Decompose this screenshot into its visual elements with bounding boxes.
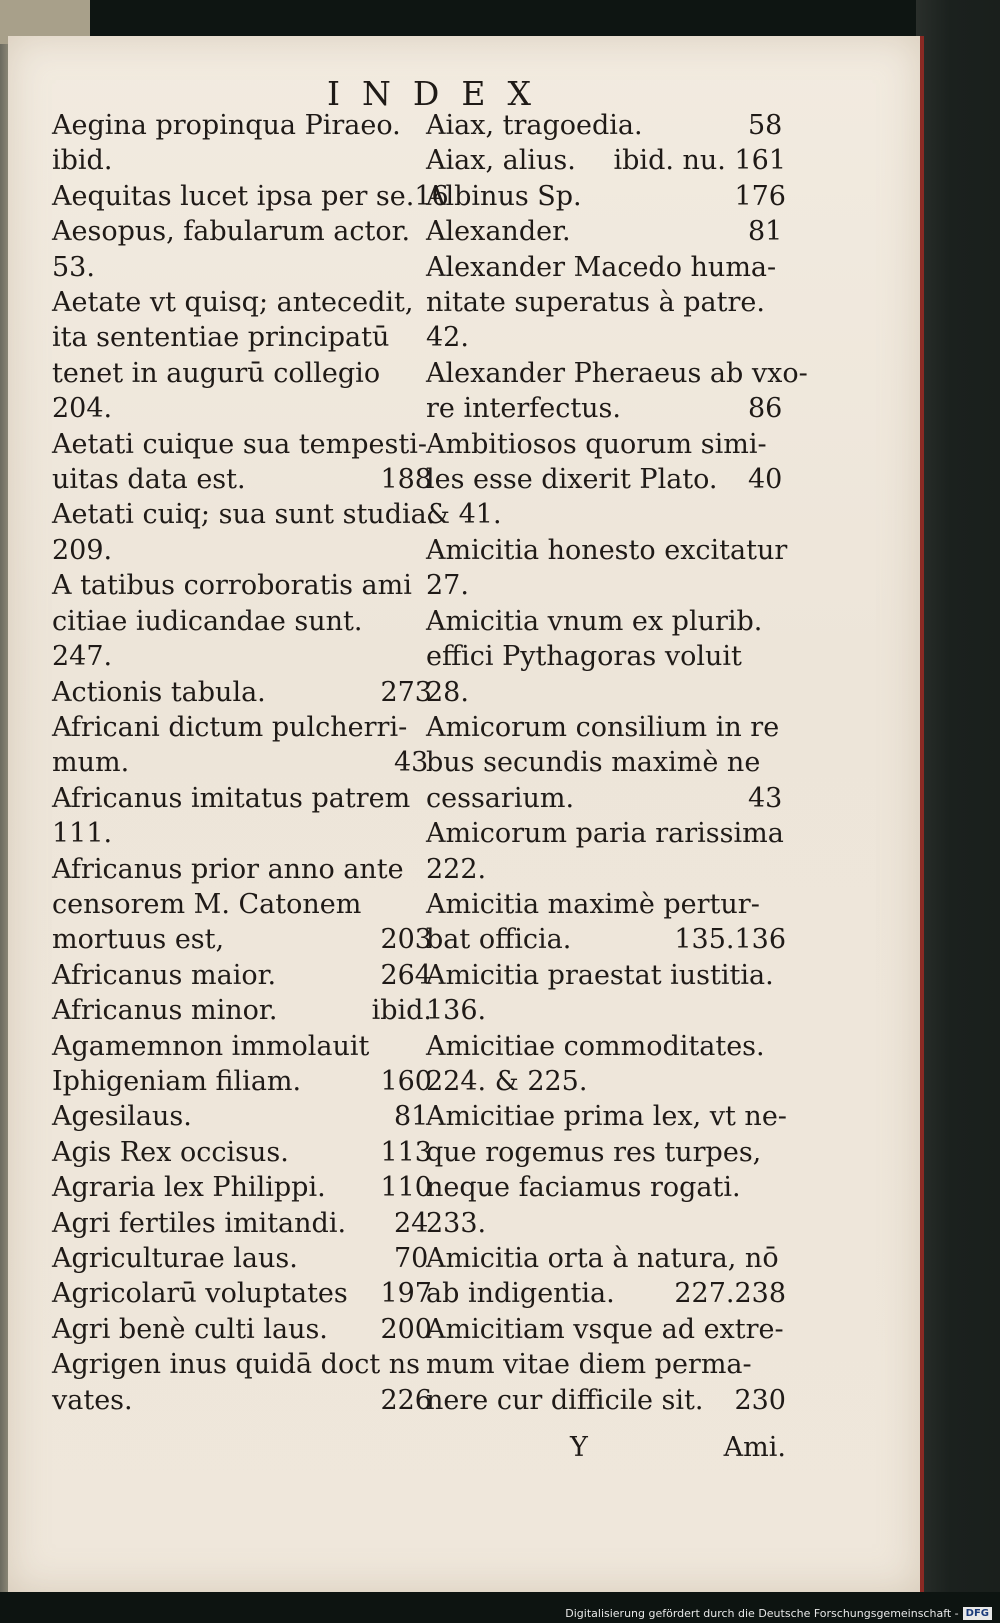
index-entry bbox=[52, 1135, 432, 1170]
index-entry bbox=[52, 852, 432, 958]
entry-text: Agamemnon immolauit bbox=[52, 1030, 370, 1062]
entry-line bbox=[52, 1276, 432, 1311]
index-entry bbox=[426, 497, 786, 532]
entry-text: Aiax, alius. bbox=[426, 145, 576, 177]
entry-line bbox=[426, 143, 786, 178]
index-entry bbox=[426, 108, 786, 143]
entry-line bbox=[426, 852, 786, 887]
entry-line bbox=[52, 781, 432, 816]
index-entry bbox=[426, 356, 808, 427]
index-entry bbox=[52, 427, 432, 498]
entry-line bbox=[426, 993, 786, 1028]
entry-line bbox=[52, 993, 432, 1028]
entry-line bbox=[52, 533, 432, 568]
entry-line bbox=[52, 1135, 432, 1170]
index-entry bbox=[52, 781, 432, 852]
entry-text: 27. bbox=[426, 570, 469, 602]
entry-text: A tatibus corroboratis ami bbox=[52, 570, 412, 602]
entry-text: Amicitiam vsque ad extre- bbox=[426, 1313, 784, 1345]
entry-line bbox=[426, 1276, 786, 1311]
entry-line bbox=[52, 958, 432, 993]
entry-text: cessarium. bbox=[426, 782, 575, 814]
entry-text: re interfectus. bbox=[426, 393, 621, 425]
entry-line bbox=[52, 143, 432, 178]
entry-line: 70 Agriculturae laus. bbox=[52, 1243, 429, 1274]
entry-line bbox=[52, 1347, 432, 1382]
entry-line bbox=[52, 1170, 432, 1205]
entry-text: les esse dixerit Plato. bbox=[426, 464, 718, 496]
entry-text: Amicitia vnum ex plurib. bbox=[426, 605, 763, 637]
index-entry bbox=[426, 143, 786, 178]
page-number: 226 bbox=[380, 1384, 432, 1416]
index-entry bbox=[52, 1206, 432, 1241]
entry-line bbox=[426, 710, 786, 745]
page-number: 176 bbox=[734, 180, 786, 212]
entry-text: Amicitiae prima lex, vt ne- bbox=[426, 1101, 787, 1133]
page-number: 197 bbox=[380, 1278, 432, 1310]
index-entry bbox=[52, 1170, 432, 1205]
index-entry bbox=[52, 710, 432, 781]
index-entry bbox=[52, 1312, 432, 1347]
entry-line bbox=[426, 497, 786, 532]
page-number: 203 bbox=[380, 924, 432, 956]
page-number: 113 bbox=[380, 1136, 432, 1168]
entry-line: 43 mum. bbox=[52, 747, 429, 779]
entry-text: Africanus imitatus patrem bbox=[52, 782, 411, 814]
entry-text: Alexander Pheraeus ab vxo- bbox=[426, 357, 808, 389]
index-entry bbox=[52, 214, 432, 285]
index-entry bbox=[52, 1029, 432, 1100]
index-entry bbox=[426, 958, 786, 1029]
entry-line bbox=[426, 1383, 786, 1418]
entry-line: 43 cessarium. bbox=[426, 782, 783, 814]
entry-text: nere cur difficile sit. bbox=[426, 1384, 704, 1416]
entry-line bbox=[52, 887, 432, 922]
entry-text: mortuus est, bbox=[52, 924, 225, 956]
entry-text: Africanus prior anno ante bbox=[52, 853, 404, 885]
page-number: 230 bbox=[734, 1384, 786, 1416]
entry-line bbox=[426, 533, 788, 568]
entry-text: Aetate vt quisq; antecedit, bbox=[52, 287, 414, 319]
entry-text: ibid. bbox=[52, 145, 113, 177]
entry-text: Agrigen inus quidā doct ns bbox=[52, 1349, 421, 1381]
entry-line bbox=[426, 1099, 787, 1134]
index-entry bbox=[426, 250, 786, 356]
entry-text: nitate superatus à patre. bbox=[426, 287, 765, 319]
entry-text: que rogemus res turpes, bbox=[426, 1136, 762, 1168]
entry-text: 53. bbox=[52, 251, 95, 283]
entry-text: Agriculturae laus. bbox=[52, 1243, 298, 1274]
entry-line bbox=[426, 816, 786, 851]
entry-line bbox=[426, 745, 786, 780]
entry-text: Aesopus, fabularum actor. bbox=[52, 216, 411, 248]
index-column-right bbox=[426, 108, 808, 1418]
index-entry bbox=[426, 179, 786, 214]
entry-line bbox=[52, 1029, 432, 1064]
entry-line bbox=[52, 568, 432, 603]
entry-text: Agis Rex occisus. bbox=[52, 1136, 289, 1168]
entry-line bbox=[52, 179, 449, 214]
index-entry bbox=[52, 285, 432, 427]
entry-text: Agraria lex Philippi. bbox=[52, 1172, 326, 1204]
index-entry bbox=[52, 1347, 432, 1418]
entry-line bbox=[52, 816, 432, 851]
entry-text: 224. & 225. bbox=[426, 1065, 588, 1097]
entry-line bbox=[52, 214, 432, 249]
entry-text: Amicitia orta à natura, nō bbox=[426, 1243, 779, 1274]
entry-line bbox=[426, 1064, 786, 1099]
digitization-footer bbox=[565, 1607, 992, 1620]
entry-text: tenet in augurū collegio bbox=[52, 357, 381, 389]
page-number: 264 bbox=[380, 959, 432, 991]
entry-line bbox=[426, 1241, 786, 1276]
entry-text: Albinus Sp. bbox=[426, 180, 582, 212]
index-entry bbox=[52, 1241, 432, 1276]
entry-text: Aetati cuique sua tempesti- bbox=[52, 428, 427, 460]
entry-text: 111. bbox=[52, 818, 113, 850]
entry-line bbox=[52, 604, 432, 639]
entry-text: Amicitia honesto excitatur bbox=[426, 534, 788, 566]
entry-line: 81 Agesilaus. bbox=[52, 1101, 429, 1133]
book-edge-right bbox=[916, 0, 1000, 1600]
entry-line bbox=[426, 639, 786, 674]
entry-text: & 41. bbox=[426, 499, 502, 531]
entry-text: 42. bbox=[426, 322, 469, 354]
footer-text: Digitalisierung gefördert durch die Deutsche Forschungsgemeinschaft - bbox=[565, 1607, 959, 1620]
index-entry bbox=[52, 958, 432, 993]
index-entry bbox=[52, 993, 432, 1028]
entry-text: Amicitia praestat iustitia. bbox=[426, 959, 774, 991]
entry-text: Agri fertiles imitandi. bbox=[52, 1207, 347, 1239]
entry-line: 86 re interfectus. bbox=[426, 393, 783, 425]
entry-line bbox=[426, 320, 786, 355]
index-entry bbox=[52, 1276, 432, 1311]
index-entry bbox=[426, 1099, 786, 1241]
catchword: Ami. bbox=[723, 1432, 786, 1463]
page-number: 110 bbox=[380, 1172, 432, 1204]
entry-text: Ambitiosos quorum simi- bbox=[426, 428, 767, 460]
index-entry bbox=[426, 427, 786, 498]
entry-text: Alexander. bbox=[426, 216, 571, 248]
entry-text: Aiax, tragoedia. bbox=[426, 110, 643, 141]
entry-text: 247. bbox=[52, 641, 113, 673]
entry-text: Africanus minor. bbox=[52, 995, 278, 1027]
index-entry bbox=[426, 816, 786, 887]
entry-text: Agricolarū voluptates bbox=[52, 1278, 348, 1310]
entry-line bbox=[52, 1064, 432, 1099]
entry-text: bat officia. bbox=[426, 924, 572, 956]
entry-line: 24 Agri fertiles imitandi. bbox=[52, 1207, 429, 1239]
page-number: ibid. nu. 161 bbox=[613, 145, 786, 177]
entry-text: Amicorum consilium in re bbox=[426, 711, 780, 743]
entry-line bbox=[52, 710, 432, 745]
entry-line bbox=[52, 391, 432, 426]
entry-line bbox=[426, 1135, 786, 1170]
entry-text: 136. bbox=[426, 995, 487, 1027]
entry-text: vates. bbox=[52, 1384, 133, 1416]
entry-text: censorem M. Catonem bbox=[52, 888, 362, 920]
entry-line bbox=[52, 356, 432, 391]
page-number: 273 bbox=[380, 676, 432, 708]
entry-line bbox=[426, 1312, 786, 1347]
index-entry bbox=[426, 1241, 786, 1312]
entry-text: Amicorum paria rarissima bbox=[426, 818, 784, 850]
entry-line bbox=[52, 922, 432, 957]
entry-line: 81 Alexander. bbox=[426, 216, 783, 248]
entry-line bbox=[426, 675, 786, 710]
entry-text: Africani dictum pulcherri- bbox=[52, 711, 408, 743]
entry-line bbox=[52, 1383, 432, 1418]
index-entry bbox=[426, 887, 786, 958]
entry-text: Agesilaus. bbox=[52, 1101, 192, 1133]
page-number: ibid. bbox=[371, 995, 432, 1027]
entry-line bbox=[426, 250, 786, 285]
entry-text: Aequitas lucet ipsa per se.16 bbox=[52, 180, 449, 212]
entry-line bbox=[52, 1312, 432, 1347]
entry-line bbox=[52, 675, 432, 710]
page-number: 188 bbox=[380, 464, 432, 496]
entry-line bbox=[52, 250, 432, 285]
entry-line bbox=[52, 462, 432, 497]
entry-line: 58 Aiax, tragoedia. bbox=[426, 110, 783, 141]
page-number: 160 bbox=[380, 1065, 432, 1097]
index-entry bbox=[52, 108, 432, 179]
entry-line bbox=[426, 958, 786, 993]
page-number: 200 bbox=[380, 1313, 432, 1345]
entry-text: ita sententiae principatū bbox=[52, 322, 390, 354]
dfg-logo: DFG bbox=[963, 1607, 992, 1620]
entry-line bbox=[426, 179, 786, 214]
entry-text: mum vitae diem perma- bbox=[426, 1349, 752, 1381]
index-entry bbox=[52, 179, 449, 214]
entry-text: 28. bbox=[426, 676, 469, 708]
entry-text: Amicitiae commoditates. bbox=[426, 1030, 765, 1062]
entry-text: ab indigentia. bbox=[426, 1278, 615, 1310]
index-entry bbox=[52, 497, 436, 568]
entry-line bbox=[52, 639, 432, 674]
entry-line bbox=[426, 1170, 786, 1205]
entry-text: 222. bbox=[426, 853, 487, 885]
index-entry bbox=[426, 1029, 786, 1100]
entry-text: Aetati cuiq; sua sunt studia. bbox=[52, 499, 436, 531]
entry-text: Iphigeniam filiam. bbox=[52, 1065, 302, 1097]
index-entry bbox=[426, 214, 786, 249]
entry-line bbox=[426, 427, 786, 462]
entry-text: neque faciamus rogati. bbox=[426, 1172, 741, 1204]
entry-text: bus secundis maximè ne bbox=[426, 747, 761, 779]
entry-line bbox=[426, 356, 808, 391]
index-entry bbox=[426, 533, 786, 604]
entry-text: 233. bbox=[426, 1207, 487, 1239]
entry-line bbox=[52, 497, 436, 532]
entry-text: citiae iudicandae sunt. bbox=[52, 605, 363, 637]
page-number: 135.136 bbox=[674, 924, 786, 956]
entry-line bbox=[426, 922, 786, 957]
entry-text: effici Pythagoras voluit bbox=[426, 641, 742, 673]
entry-text: Amicitia maximè pertur- bbox=[426, 888, 760, 920]
entry-text: Agri benè culti laus. bbox=[52, 1313, 328, 1345]
page-number: 227.238 bbox=[674, 1278, 786, 1310]
entry-text: 204. bbox=[52, 393, 113, 425]
entry-text: Alexander Macedo huma- bbox=[426, 251, 777, 283]
entry-line bbox=[426, 1347, 786, 1382]
entry-line bbox=[52, 320, 432, 355]
signature-mark: Y bbox=[570, 1432, 588, 1463]
entry-line bbox=[52, 285, 432, 320]
entry-text: Africanus maior. bbox=[52, 959, 277, 991]
index-entry bbox=[52, 568, 432, 674]
entry-line bbox=[426, 568, 786, 603]
entry-line bbox=[52, 427, 432, 462]
entry-line bbox=[426, 1029, 786, 1064]
entry-line bbox=[426, 285, 786, 320]
entry-text: uitas data est. bbox=[52, 464, 246, 496]
index-entry bbox=[426, 604, 786, 710]
entry-line bbox=[52, 108, 432, 143]
index-entry bbox=[426, 1312, 786, 1418]
entry-text: 209. bbox=[52, 534, 113, 566]
entry-line bbox=[426, 887, 786, 922]
index-entry bbox=[426, 710, 786, 816]
entry-line bbox=[426, 604, 786, 639]
index-entry bbox=[52, 675, 432, 710]
entry-line bbox=[426, 1206, 786, 1241]
entry-line bbox=[52, 852, 432, 887]
entry-text: mum. bbox=[52, 747, 130, 779]
page-header: INDEX bbox=[327, 74, 553, 113]
entry-text: Actionis tabula. bbox=[52, 676, 266, 708]
index-entry bbox=[52, 1099, 432, 1134]
entry-text: Aegina propinqua Piraeo. bbox=[52, 110, 401, 141]
entry-line: 40 les esse dixerit Plato. bbox=[426, 464, 783, 496]
